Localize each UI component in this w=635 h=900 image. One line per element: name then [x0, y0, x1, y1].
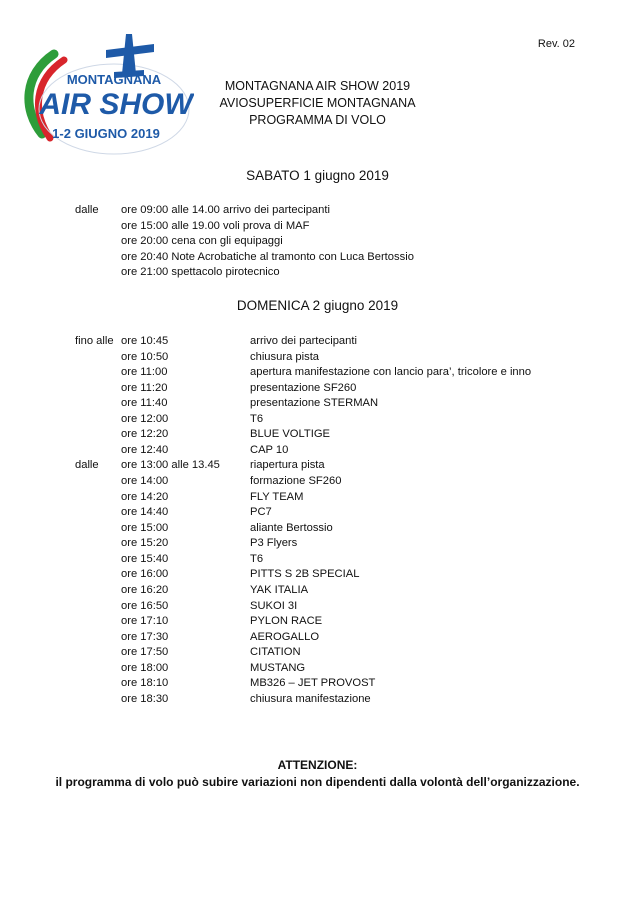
row-desc: aliante Bertossio [250, 521, 333, 534]
logo-line3: 1-2 GIUGNO 2019 [52, 126, 160, 141]
saturday-title: SABATO 1 giugno 2019 [246, 168, 389, 183]
row-desc: MUSTANG [250, 661, 306, 674]
row-text: ore 21:00 spettacolo pirotecnico [121, 266, 280, 279]
row-desc: MB326 – JET PROVOST [250, 677, 376, 690]
row-time: ore 14:00 [121, 475, 169, 488]
row-desc: chiusura pista [250, 350, 320, 363]
notice-title: ATTENZIONE: [277, 758, 358, 772]
row-time: ore 18:30 [121, 692, 169, 705]
row-time: ore 11:20 [121, 381, 168, 394]
row-time: ore 17:50 [121, 646, 169, 659]
row-time: ore 18:10 [121, 677, 169, 690]
row-pre: fino alle [75, 335, 114, 347]
row-text: ore 09:00 alle 14.00 arrivo dei partecipanti [121, 204, 330, 216]
sunday-title: DOMENICA 2 giugno 2019 [236, 298, 399, 313]
notice-text: il programma di volo può subire variazioni non dipendenti dalla volontà dell’organizzazione. [55, 775, 580, 789]
row-time: ore 14:40 [121, 506, 169, 519]
row-text: ore 20:00 cena con gli equipaggi [121, 235, 283, 248]
row-time: ore 12:40 [121, 443, 169, 456]
row-time: ore 15:20 [121, 537, 169, 550]
row-pre: dalle [75, 459, 99, 472]
row-desc: PYLON RACE [250, 615, 323, 628]
row-time: ore 18:00 [121, 661, 169, 674]
row-desc: chiusura manifestazione [250, 692, 371, 705]
row-desc: arrivo dei partecipanti [250, 335, 357, 347]
logo-line2: AIR SHOW [39, 88, 193, 121]
row-desc: T6 [250, 412, 264, 425]
row-time: ore 17:10 [121, 615, 169, 628]
row-desc: FLY TEAM [250, 490, 304, 503]
row-time: ore 12:20 [121, 428, 169, 441]
row-desc: presentazione STERMAN [250, 397, 379, 410]
row-time: ore 10:45 [121, 335, 169, 347]
row-time: ore 16:00 [121, 568, 169, 581]
row-prefix: dalle [75, 204, 99, 216]
header-line-2: AVIOSUPERFICIE MONTAGNANA [219, 96, 416, 110]
row-desc: T6 [250, 552, 264, 565]
header-line-1: MONTAGNANA AIR SHOW 2019 [224, 79, 411, 93]
row-time: ore 15:00 [121, 521, 169, 534]
header-line-3: PROGRAMMA DI VOLO [249, 113, 386, 127]
row-time: ore 11:40 [121, 397, 168, 410]
row-time: ore 16:50 [121, 599, 169, 612]
row-desc: CAP 10 [250, 443, 289, 456]
row-time: ore 16:20 [121, 583, 169, 596]
row-text: ore 20:40 Note Acrobatiche al tramonto con Luca Bertossio [121, 250, 414, 263]
row-desc: P3 Flyers [250, 537, 298, 550]
row-time: ore 14:20 [121, 490, 169, 503]
row-time: ore 17:30 [121, 630, 169, 643]
row-desc: CITATION [250, 646, 301, 659]
document-header [150, 78, 485, 129]
row-desc: PC7 [250, 506, 272, 519]
row-desc: PITTS S 2B SPECIAL [250, 568, 360, 581]
row-time: ore 15:40 [121, 552, 169, 565]
row-desc: apertura manifestazione con lancio para’, tricolore e inno [250, 366, 532, 379]
logo-line1: MONTAGNANA [66, 72, 162, 87]
row-desc: SUKOI 3I [250, 599, 298, 612]
row-time: ore 11:00 [121, 366, 168, 379]
row-desc: presentazione SF260 [250, 381, 357, 394]
row-desc: riapertura pista [250, 459, 325, 472]
row-desc: YAK ITALIA [250, 583, 309, 596]
row-desc: AEROGALLO [250, 630, 320, 643]
row-text: ore 15:00 alle 19.00 voli prova di MAF [121, 219, 310, 232]
revision-label: Rev. 02 [537, 38, 575, 50]
row-desc: BLUE VOLTIGE [250, 428, 330, 441]
row-time: ore 13:00 alle 13.45 [121, 459, 220, 472]
row-time: ore 10:50 [121, 350, 169, 363]
notice [30, 757, 605, 791]
row-desc: formazione SF260 [250, 475, 342, 488]
row-time: ore 12:00 [121, 412, 169, 425]
